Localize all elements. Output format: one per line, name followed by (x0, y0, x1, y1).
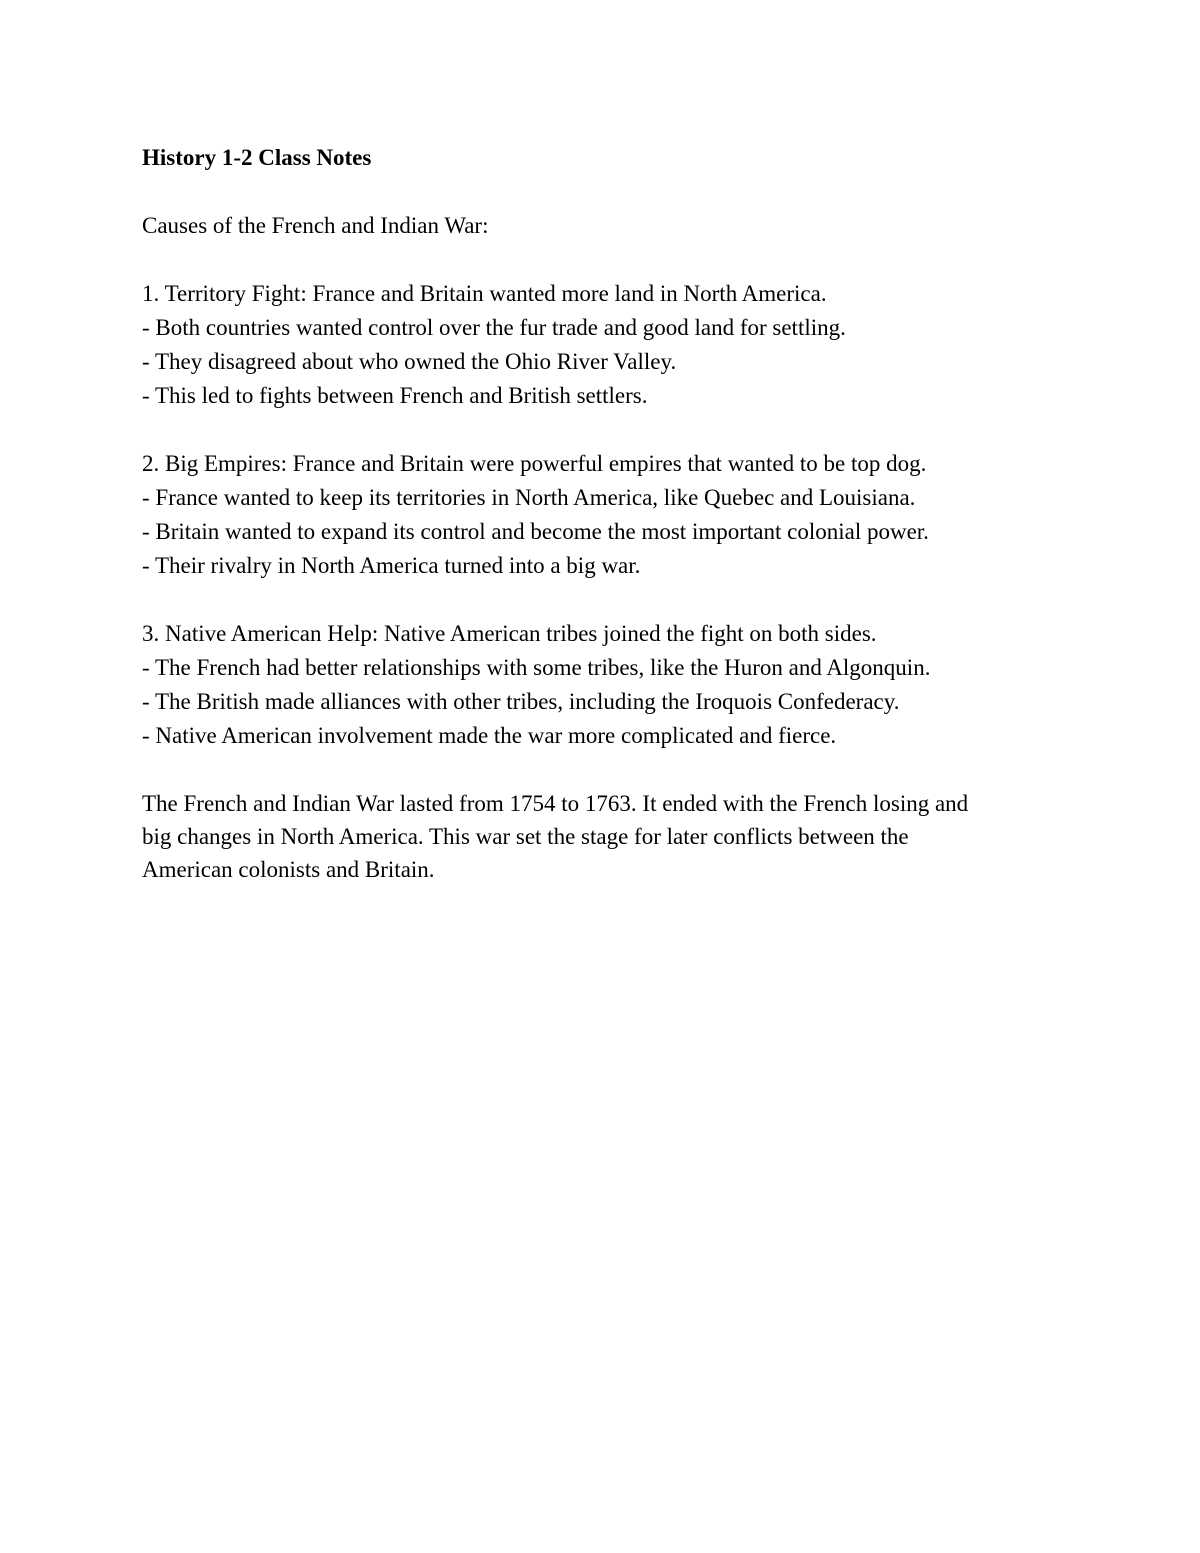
bullet-item: - This led to fights between French and British settlers. (142, 383, 648, 408)
spacer (142, 413, 1082, 447)
bullet-item: - Native American involvement made the war more complicated and fierce. (142, 723, 837, 748)
bullet-item: - France wanted to keep its territories in North America, like Quebec and Louisiana. (142, 485, 916, 510)
bullet-item: - Their rivalry in North America turned into a big war. (142, 553, 641, 578)
document-subtitle: Causes of the French and Indian War: (142, 213, 489, 238)
bullet-item: - Britain wanted to expand its control and become the most important colonial power. (142, 519, 929, 544)
conclusion-line: The French and Indian War lasted from 1754 to 1763. It ended with the French losing and (142, 791, 969, 816)
bullet-item: - The British made alliances with other tribes, including the Iroquois Confederacy. (142, 689, 900, 714)
bullet-item: - Both countries wanted control over the fur trade and good land for settling. (142, 315, 846, 340)
conclusion-line: big changes in North America. This war set the stage for later conflicts between the (142, 824, 909, 849)
section-territory-fight (142, 277, 1082, 413)
spacer (142, 753, 1082, 787)
bullet-item: - The French had better relationships with some tribes, like the Huron and Algonquin. (142, 655, 931, 680)
spacer (142, 243, 1082, 277)
section-heading: 2. Big Empires: France and Britain were powerful empires that wanted to be top dog. (142, 451, 927, 476)
conclusion-line: American colonists and Britain. (142, 857, 435, 882)
section-native-american-help (142, 617, 1082, 753)
section-heading: 3. Native American Help: Native American tribes joined the fight on both sides. (142, 621, 877, 646)
spacer (142, 583, 1082, 617)
bullet-item: - They disagreed about who owned the Ohio River Valley. (142, 349, 677, 374)
section-big-empires (142, 447, 1082, 583)
document-title: History 1-2 Class Notes (142, 145, 372, 170)
document-body (142, 141, 1082, 886)
spacer (142, 175, 1082, 209)
conclusion-paragraph (142, 787, 1082, 886)
section-heading: 1. Territory Fight: France and Britain wanted more land in North America. (142, 281, 827, 306)
